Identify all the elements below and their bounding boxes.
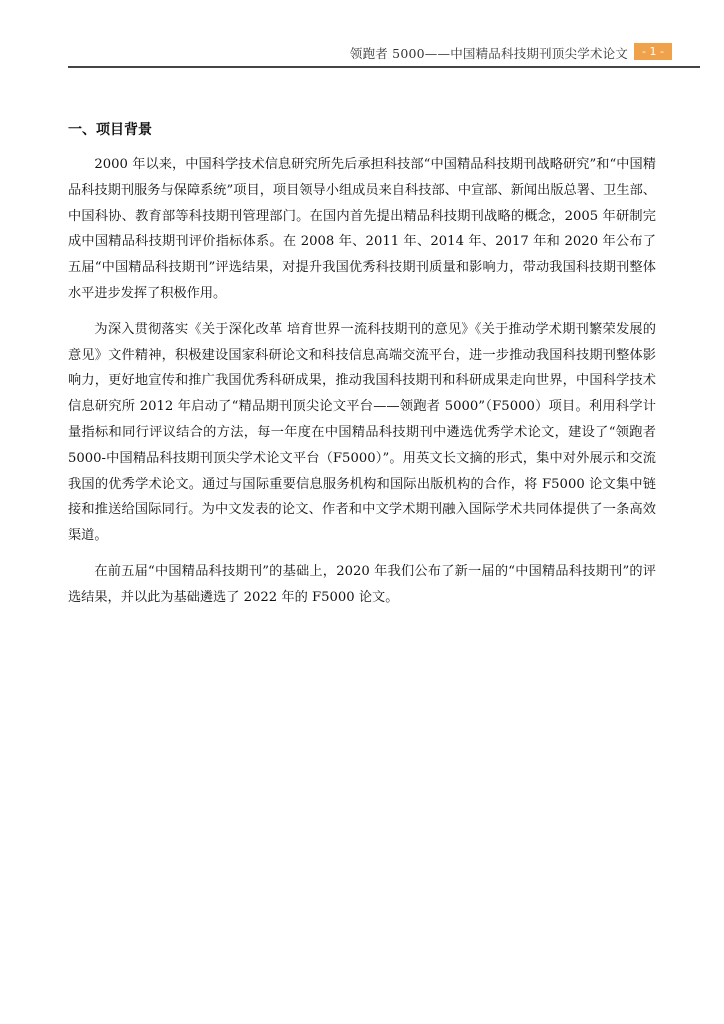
section-heading: 一、项目背景 — [68, 122, 152, 138]
document-body — [68, 118, 656, 621]
page-header — [68, 40, 700, 68]
paragraph-background: 2000 年以来，中国科学技术信息研究所先后承担科技部“中国精品科技期刊战略研究”和“中国精品科技期刊服务与保障系统”项目，项目领导小组成员来自科技部、中宣部、新闻出版总署、卫生部、中国科协、教育部等科技期刊管理部门。在国内首先提出精品科技期刊战略的概念，2005 年研制完成中国精品科技期刊评价指标体系。在 2008 年、2011 年、2014 年、2017 年和 2020 年公布了五届“中国精品科技期刊”评选结果，对提升我国优秀科技期刊质量和影响力，带动我国科技期刊整体水平进步发挥了积极作用。 — [68, 157, 656, 301]
paragraph-f5000-launch: 为深入贯彻落实《关于深化改革 培育世界一流科技期刊的意见》《关于推动学术期刊繁荣发展的意见》文件精神，积极建设国家科研论文和科技信息高端交流平台，进一步推动我国科技期刊整体影响力，更好地宣传和推广我国优秀科研成果，推动我国科技期刊和科研成果走向世界，中国科学技术信息研究所 2012 年启动了“精品期刊顶尖论文平台——领跑者 5000”（F5000）项目。利用科学计量指标和同行评议结合的方法，每一年度在中国精品科技期刊中遴选优秀学术论文，建设了“领跑者 5000-中国精品科技期刊顶尖学术论文平台（F5000）”。用英文长文摘的形式，集中对外展示和交流我国的优秀学术论文。通过与国际重要信息服务机构和国际出版机构的合作，将 F5000 论文集中链接和推送给国际同行。为中文发表的论文、作者和中文学术期刊融入国际学术共同体提供了一条高效渠道。 — [68, 321, 656, 544]
page-number-badge: - 1 - — [634, 43, 672, 60]
paragraph-2022-selection: 在前五届“中国精品科技期刊”的基础上，2020 年我们公布了新一届的“中国精品科技期刊”的评选结果，并以此为基础遴选了 2022 年的 F5000 论文。 — [68, 563, 656, 605]
header-title: 领跑者 5000——中国精品科技期刊顶尖学术论文 — [349, 46, 628, 61]
